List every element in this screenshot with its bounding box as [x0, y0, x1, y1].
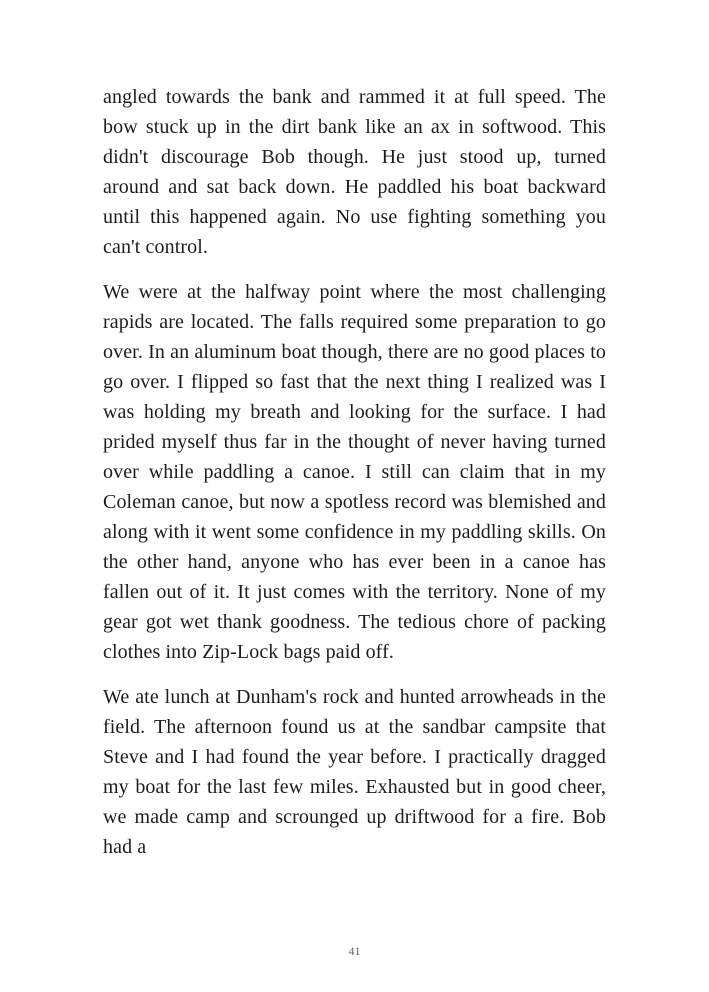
- page-text: [103, 82, 606, 862]
- paragraph-3: We ate lunch at Dunham's rock and hunted arrowheads in the field. The afternoon found us at the sandbar campsite that Steve and I had found the year before. I practically dragged my boat for the last few miles. Exhausted but in good cheer, we made camp and scrounged up driftwood for a fire. Bob had a: [103, 686, 606, 858]
- page-number: 41: [348, 944, 361, 958]
- paragraph-2: We were at the halfway point where the most challenging rapids are located. The falls required some preparation to go over. In an aluminum boat though, there are no good places to go over. I flipped so fast that the next thing I realized was I was holding my breath and looking for the surface. I had prided myself thus far in the thought of never having turned over while paddling a canoe. I still can claim that in my Coleman canoe, but now a spotless record was blemished and along with it went some confidence in my paddling skills. On the other hand, anyone who has ever been in a canoe has fallen out of it. It just comes with the territory. None of my gear got wet thank goodness. The tedious chore of packing clothes into Zip-Lock bags paid off.: [103, 281, 606, 663]
- paragraph-1: angled towards the bank and rammed it at full speed. The bow stuck up in the dirt bank like an ax in softwood. This didn't discourage Bob though. He just stood up, turned around and sat back down. He paddled his boat backward until this happened again. No use fighting something you can't control.: [103, 86, 606, 258]
